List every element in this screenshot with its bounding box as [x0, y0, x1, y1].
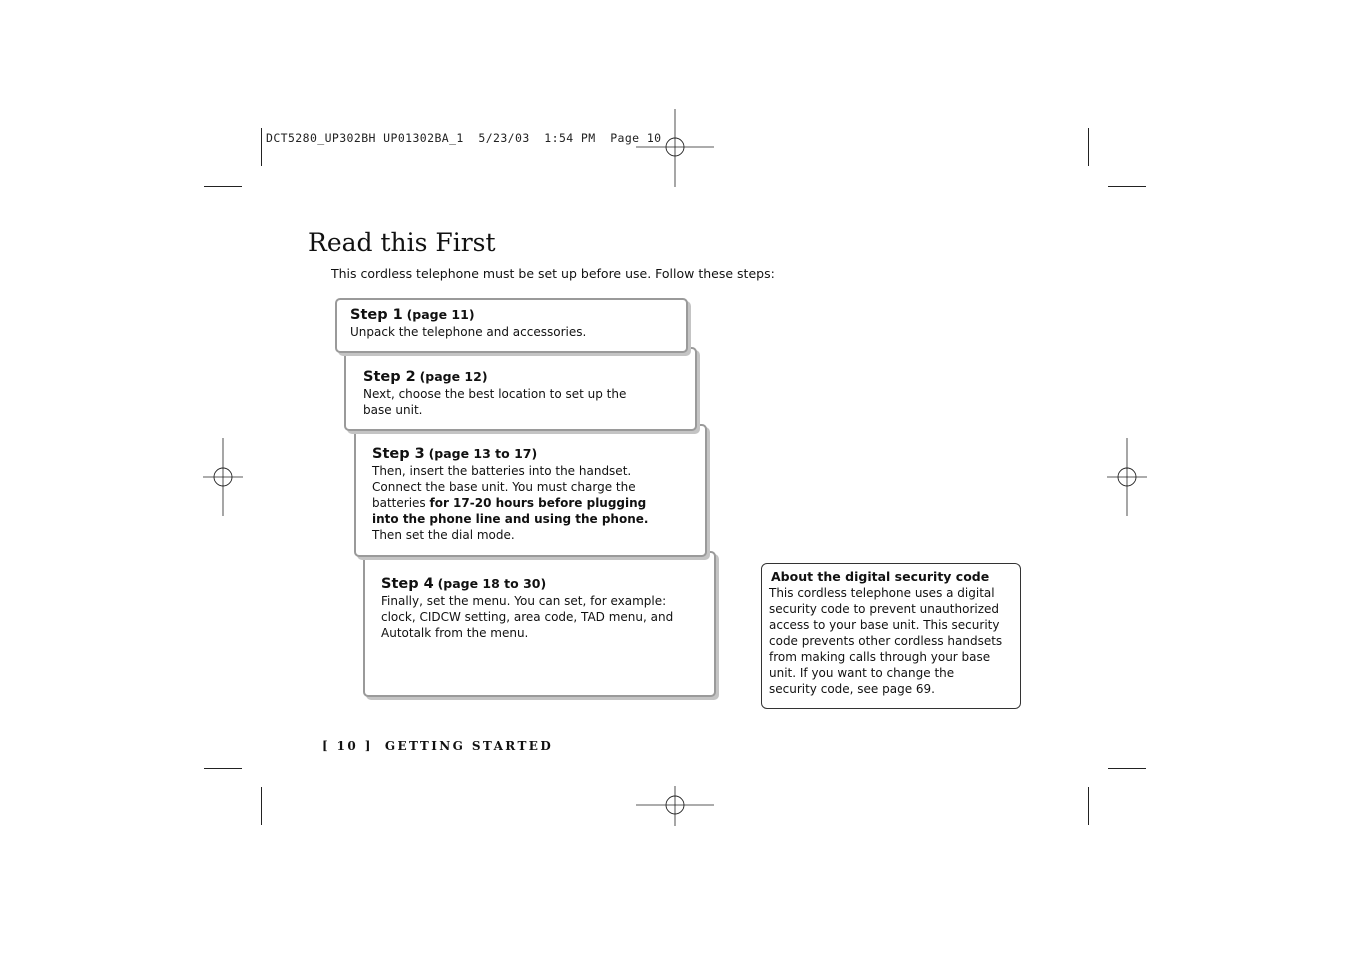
print-slug: DCT5280_UP302BH UP01302BA_1 5/23/03 1:54 PM Page 10 — [266, 131, 662, 145]
note-line: access to your base unit. This security — [769, 618, 1000, 632]
step-2-line: base unit. — [363, 403, 423, 417]
security-code-note — [761, 563, 1021, 709]
step-pages: (page 11) — [406, 307, 475, 322]
step-4-box — [363, 551, 716, 697]
step-pages: (page 12) — [419, 369, 488, 384]
registration-mark-left-icon — [203, 438, 243, 518]
step-1-line: Unpack the telephone and accessories. — [350, 325, 587, 339]
step-3-line: Connect the base unit. You must charge the — [372, 480, 636, 494]
step-label: Step 4 — [381, 576, 434, 592]
step-pages: (page 13 to 17) — [428, 446, 538, 461]
step-3-line — [372, 495, 705, 511]
intro-text: This cordless telephone must be set up before use. Follow these steps: — [331, 266, 775, 281]
section-name: GETTING STARTED — [384, 739, 554, 753]
step-1-heading — [350, 306, 686, 324]
step-3-line-bold: into the phone line and using the phone. — [372, 512, 649, 526]
step-4-line: clock, CIDCW setting, area code, TAD menu, and — [381, 610, 674, 624]
step-4-line: Autotalk from the menu. — [381, 626, 529, 640]
step-2-box — [344, 347, 697, 431]
step-3-heading — [372, 445, 705, 463]
registration-mark-right-icon — [1107, 438, 1147, 518]
registration-mark-bottom-icon — [636, 786, 716, 826]
note-line: This cordless telephone uses a digital — [769, 586, 995, 600]
page-number: [ 10 ] — [322, 739, 373, 753]
step-3-box — [354, 424, 707, 557]
step-label: Step 3 — [372, 446, 425, 462]
step-4-line: Finally, set the menu. You can set, for example: — [381, 594, 667, 608]
registration-mark-top-icon — [636, 109, 716, 189]
note-line: code prevents other cordless handsets — [769, 634, 1003, 648]
step-2-line: Next, choose the best location to set up the — [363, 387, 627, 401]
note-heading: About the digital security code — [771, 569, 990, 584]
step-2-heading — [363, 368, 695, 386]
step-3-line: Then, insert the batteries into the handset. — [372, 464, 632, 478]
note-line: unit. If you want to change the — [769, 666, 955, 680]
step-1-box — [335, 298, 688, 353]
step-label: Step 2 — [363, 369, 416, 385]
step-label: Step 1 — [350, 307, 403, 323]
note-line: security code, see page 69. — [769, 682, 935, 696]
note-line: from making calls through your base — [769, 650, 991, 664]
step-3-line-bold: for 17-20 hours before plugging — [429, 496, 647, 510]
note-line: security code to prevent unauthorized — [769, 602, 1000, 616]
step-3-line: Then set the dial mode. — [372, 528, 515, 542]
page-title: Read this First — [308, 228, 496, 257]
page-footer — [322, 739, 553, 753]
step-pages: (page 18 to 30) — [437, 576, 547, 591]
step-4-heading — [381, 575, 714, 593]
step-3-line-plain: batteries — [372, 496, 430, 510]
